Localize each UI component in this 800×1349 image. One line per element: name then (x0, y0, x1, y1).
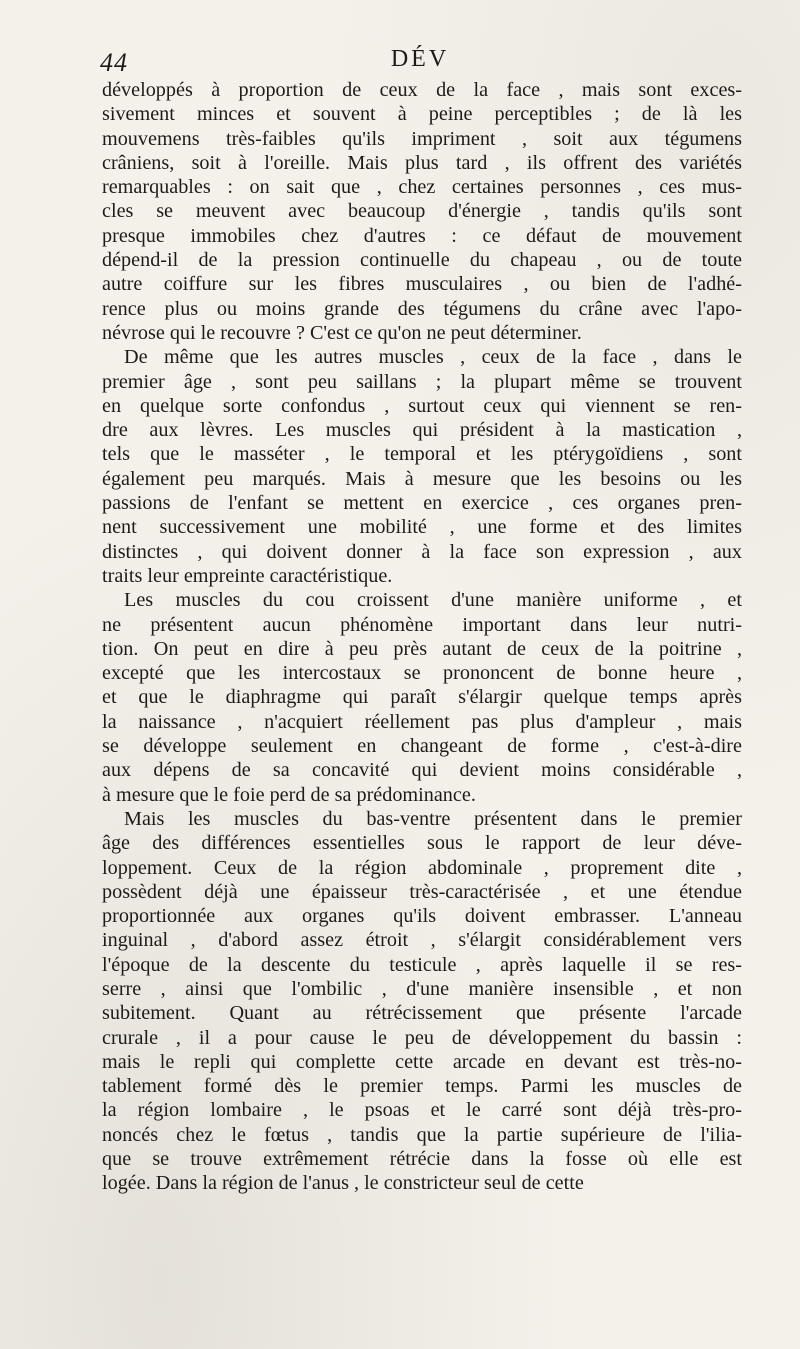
text-line: subitement. Quant au rétrécissement que présente l'arcade (102, 1002, 742, 1025)
text-line: l'époque de la descente du testicule , après laquelle il se res- (102, 953, 742, 976)
text-line: premier âge , sont peu saillans ; la plupart même se trouvent (102, 370, 742, 393)
paragraph (102, 588, 742, 807)
text-line: serre , ainsi que l'ombilic , d'une manière insensible , et non (102, 977, 742, 1000)
text-line: la naissance , n'acquiert réellement pas plus d'ampleur , mais (102, 710, 742, 733)
text-line: tels que le masséter , le temporal et les ptérygoïdiens , sont (102, 443, 742, 466)
text-line: noncés chez le fœtus , tandis que la partie supérieure de l'ilia- (102, 1123, 742, 1146)
page-header (100, 44, 740, 76)
text-line: rence plus ou moins grande des tégumens du crâne avec l'apo- (102, 297, 742, 320)
text-line: mouvemens très-faibles qu'ils impriment , soit aux tégumens (102, 127, 742, 150)
text-line: loppement. Ceux de la région abdominale , proprement dite , (102, 856, 742, 879)
text-line: excepté que les intercostaux se prononcent de bonne heure , (102, 662, 742, 685)
text-line: en quelque sorte confondus , surtout ceux qui viennent se ren- (102, 394, 742, 417)
text-line: la région lombaire , le psoas et le carré sont déjà très-pro- (102, 1099, 742, 1122)
text-line: passions de l'enfant se mettent en exercice , ces organes pren- (102, 492, 742, 515)
body-text (102, 78, 742, 1196)
text-line: névrose qui le recouvre ? C'est ce qu'on ne peut déterminer. (102, 321, 582, 344)
page-number: 44 (100, 48, 128, 77)
text-line: logée. Dans la région de l'anus , le constricteur seul de cette (102, 1172, 584, 1195)
text-line: ne présentent aucun phénomène important dans leur nutri- (102, 613, 742, 636)
text-line: sivement minces et souvent à peine perceptibles ; de là les (102, 103, 742, 126)
text-line: dre aux lèvres. Les muscles qui président à la mastication , (102, 419, 742, 442)
text-line: âge des différences essentielles sous le rapport de leur déve- (102, 832, 742, 855)
text-line: se développe seulement en changeant de forme , c'est-à-dire (102, 735, 742, 758)
text-line: crâniens, soit à l'oreille. Mais plus tard , ils offrent des variétés (102, 151, 742, 174)
text-line: à mesure que le foie perd de sa prédominance. (102, 783, 476, 806)
text-line: proportionnée aux organes qu'ils doivent embrasser. L'anneau (102, 905, 742, 928)
text-line: et que le diaphragme qui paraît s'élargir quelque temps après (102, 686, 742, 709)
text-line: distinctes , qui doivent donner à la face son expression , aux (102, 540, 742, 563)
text-line: développés à proportion de ceux de la face , mais sont exces- (102, 79, 742, 101)
text-line: presque immobiles chez d'autres : ce défaut de mouvement (102, 224, 742, 247)
text-line: remarquables : on sait que , chez certaines personnes , ces mus- (102, 176, 742, 199)
text-line: cles se meuvent avec beaucoup d'énergie , tandis qu'ils sont (102, 200, 742, 223)
paragraph (102, 345, 742, 588)
running-head: DÉV (390, 46, 450, 72)
text-line: aux dépens de sa concavité qui devient moins considérable , (102, 759, 742, 782)
text-line: tablement formé dès le premier temps. Parmi les muscles de (102, 1075, 742, 1098)
paragraph (102, 807, 742, 1196)
text-line: mais le repli qui complette cette arcade en devant est très-no- (102, 1050, 742, 1073)
text-line: traits leur empreinte caractéristique. (102, 564, 393, 587)
text-line: également peu marqués. Mais à mesure que les besoins ou les (102, 467, 742, 490)
text-line: tion. On peut en dire à peu près autant de ceux de la poitrine , (102, 637, 742, 660)
paragraph (102, 78, 742, 345)
text-line: nent successivement une mobilité , une forme et des limites (102, 516, 742, 539)
text-line: dépend-il de la pression continuelle du chapeau , ou de toute (102, 249, 742, 272)
text-line: possèdent déjà une épaisseur très-caractérisée , et une étendue (102, 880, 742, 903)
text-line: que se trouve extrêmement rétrécie dans la fosse où elle est (102, 1148, 742, 1171)
text-line: autre coiffure sur les fibres musculaires , ou bien de l'adhé- (102, 273, 742, 296)
text-line: Les muscles du cou croissent d'une manière uniforme , et (124, 589, 742, 612)
text-line: inguinal , d'abord assez étroit , s'élargit considérablement vers (102, 929, 742, 952)
text-line: De même que les autres muscles , ceux de la face , dans le (124, 346, 742, 369)
text-line: Mais les muscles du bas-ventre présentent dans le premier (124, 807, 742, 830)
text-line: crurale , il a pour cause le peu de développement du bassin : (102, 1026, 742, 1049)
